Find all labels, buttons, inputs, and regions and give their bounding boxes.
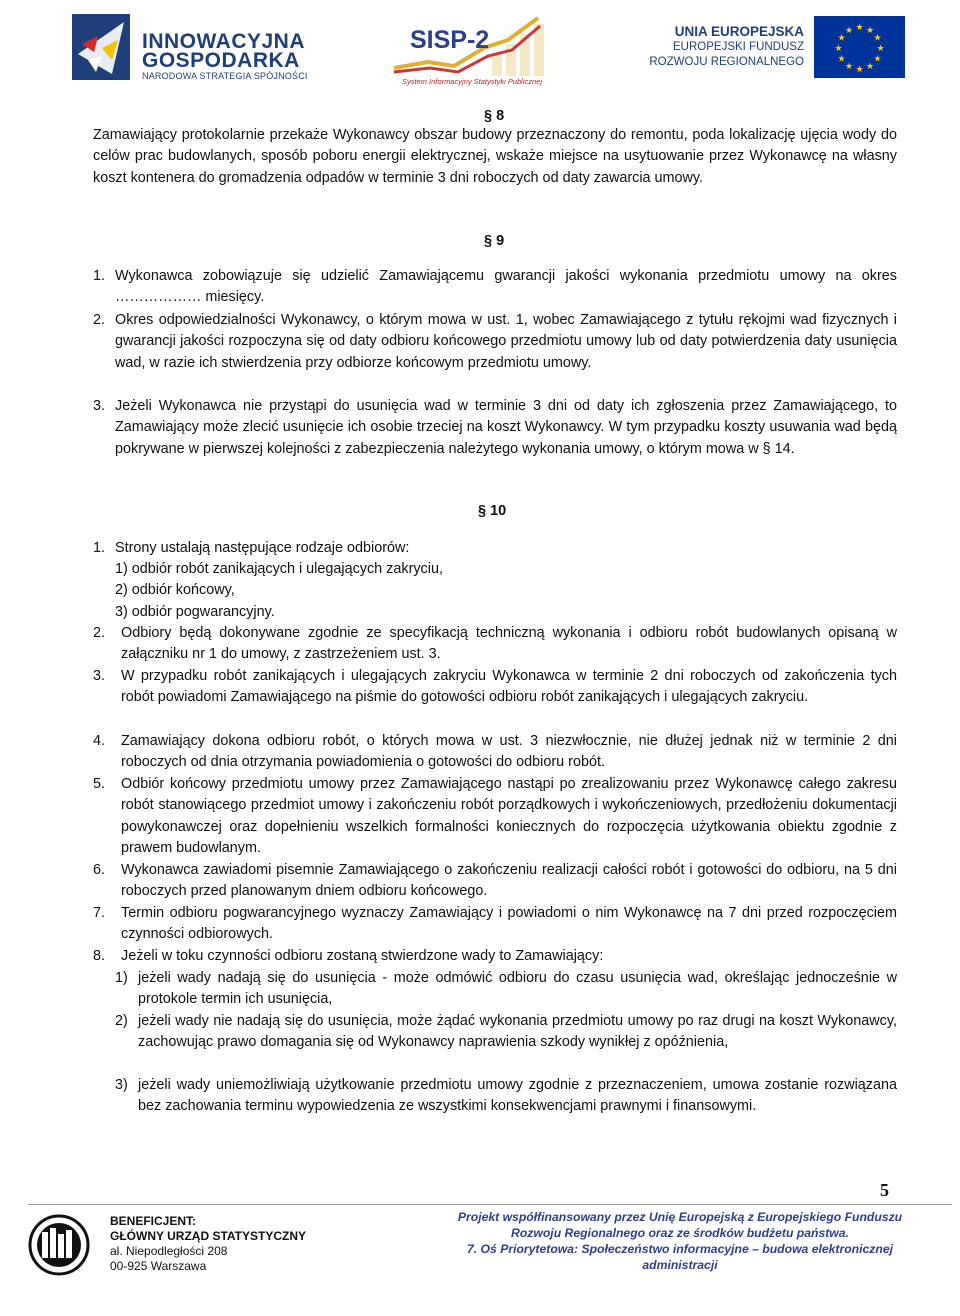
- list-item-number: 2.: [93, 312, 106, 328]
- svg-text:★: ★: [855, 65, 864, 75]
- list-item: [93, 666, 897, 709]
- list-item: [93, 538, 897, 559]
- footer-divider: [28, 1204, 952, 1205]
- list-item: [93, 903, 897, 946]
- eu-logo-line3: ROZWOJU REGIONALNEGO: [649, 56, 804, 68]
- list-item-text: Termin odbioru pogwarancyjnego wyznaczy Zamawiający i powiadomi o nim Wykonawcę na 7 dni przed rozpoczęciem czynności odbiorowych.: [121, 905, 897, 943]
- svg-text:★: ★: [844, 26, 854, 36]
- sub-list-item-number: 1): [115, 970, 128, 986]
- section-10-heading: § 10: [478, 503, 507, 519]
- svg-text:★: ★: [834, 44, 843, 54]
- list-item: [93, 396, 897, 460]
- list-item-number: 3.: [93, 398, 106, 414]
- list-item-text: Jeżeli Wykonawca nie przystąpi do usunięcia wad w terminie 3 dni od daty ich zgłoszenia przez Zamawiającego, to Zamawiający może zlecić usunięcie ich osobie trzeciej na koszt Wykonawcy. W tym przypadku koszty usuwania wad będą pokrywane w pierwszej kolejności z zabezpieczenia należytego wykonania umowy, o którym mowa w § 14.: [115, 398, 897, 457]
- svg-text:★: ★: [865, 26, 875, 36]
- list-item: [93, 310, 897, 374]
- list-item-number: 5.: [93, 776, 106, 792]
- list-item-text: Odbiór końcowy przedmiotu umowy przez Zamawiającego nastąpi po zrealizowaniu przez Wykonawcę całego zakresu robót stanowiącego przedmiot umowy i zakończeniu robót porządkowych i wykończeniowych, przedłożeniu dokumentacji powykonawczej oraz dopełnieniu wszelkich formalności koniecznych do rozpoczęcia użytkowania obiektu zgodnie z prawem budowlanym.: [121, 776, 897, 856]
- list-item: [93, 774, 897, 859]
- list-item-text: Wykonawca zawiadomi pisemnie Zamawiającego o zakończeniu realizacji całości robót i gotowości do odbioru, na 5 dni roboczych przed planowanym dniem odbioru końcowego.: [121, 862, 897, 900]
- sub-list-item-number: 2): [115, 1013, 128, 1029]
- eu-flag-icon: [814, 16, 905, 78]
- list-item-number: 1.: [93, 268, 106, 284]
- svg-text:★: ★: [873, 33, 882, 44]
- ig-logo-line3: NARODOWA STRATEGIA SPÓJNOŚCI: [142, 71, 308, 81]
- project-info-line2: Rozwoju Regionalnego oraz ze środków budżetu państwa.: [511, 1226, 849, 1240]
- list-item-text: Okres odpowiedzialności Wykonawcy, o którym mowa w ust. 1, wobec Zamawiającego z tytułu rękojmi wad fizycznych i gwarancji jakości rozpoczyna się od daty odbioru końcowego przedmiotu umowy lub od daty potwierdzenia daty usunięcia wad, w razie ich stwierdzenia przy odbiorze końcowym przedmiotu umowy.: [115, 312, 897, 371]
- project-info-line4: administracji: [642, 1258, 718, 1272]
- sisp-logo-subtitle: System Informacyjny Statystyki Publicznej: [401, 77, 543, 86]
- ig-logo-line1: INNOWACYJNA: [142, 30, 306, 53]
- list-item-number: 6.: [93, 862, 106, 878]
- svg-text:★: ★: [837, 33, 846, 44]
- svg-text:★: ★: [873, 54, 882, 65]
- eu-logo-line2: EUROPEJSKI FUNDUSZ: [673, 41, 804, 53]
- list-item-number: 1.: [93, 540, 106, 556]
- list-item: [93, 731, 897, 774]
- sub-list-item-text: jeżeli wady nadają się do usunięcia - może odmówić odbioru do czasu usunięcia wad, określając jednocześnie w protokole termin ich usunięcia,: [138, 970, 897, 1008]
- sub-list: [115, 559, 443, 623]
- beneficiary-label: BENEFICJENT:: [110, 1214, 197, 1228]
- list-item-number: 7.: [93, 905, 106, 921]
- innowacyjna-gospodarka-logo-mark: [72, 14, 130, 80]
- svg-text:★: ★: [876, 44, 885, 54]
- beneficiary-name: GŁÓWNY URZĄD STATYSTYCZNY: [110, 1229, 306, 1243]
- list-item-text: Strony ustalają następujące rodzaje odbiorów:: [115, 540, 410, 556]
- section-9-heading: § 9: [484, 233, 505, 249]
- svg-text:★: ★: [865, 62, 875, 72]
- gus-logo: [28, 1214, 90, 1276]
- project-info-line1: Projekt współfinansowany przez Unię Europejską z Europejskiego Funduszu: [457, 1210, 903, 1224]
- beneficiary-city: 00-925 Warszawa: [110, 1259, 207, 1273]
- ig-logo-line2: GOSPODARKA: [142, 49, 300, 72]
- sub-list-item: [115, 1075, 897, 1118]
- list-item-text: Jeżeli w toku czynności odbioru zostaną stwierdzone wady to Zamawiający:: [121, 948, 604, 964]
- project-info-line3: 7. Oś Priorytetowa: Społeczeństwo informacyjne – budowa elektronicznej: [467, 1242, 893, 1256]
- sub-list-item: [115, 968, 897, 1011]
- list-item-number: 3.: [93, 668, 106, 684]
- list-item-number: 4.: [93, 733, 106, 749]
- page-number: 5: [880, 1180, 889, 1200]
- list-item-text: Odbiory będą dokonywane zgodnie ze specyfikacją techniczną wykonania i odbioru robót budowlanych opisaną w załączniku nr 1 do umowy, z zastrzeżeniem ust. 3.: [121, 625, 897, 663]
- eu-logo-line1: UNIA EUROPEJSKA: [674, 24, 804, 39]
- sisp-logo-title: SISP-2: [410, 26, 490, 54]
- list-item-text: W przypadku robót zanikających i ulegających zakryciu Wykonawca w terminie 2 dni roboczych od zakończenia tych robót powiadomi Zamawiającego na piśmie do gotowości odbioru robót zanikających i ulegających zakryciu.: [121, 668, 897, 706]
- list-item-text: Zamawiający dokona odbioru robót, o których mowa w ust. 3 niezwłocznie, nie dłużej jednak niż w terminie 2 dni roboczych od dnia otrzymania powiadomienia o gotowości do odbioru robót.: [121, 733, 897, 771]
- svg-text:★: ★: [844, 62, 854, 72]
- list-item: [93, 860, 897, 903]
- sub-list-item: 1) odbiór robót zanikających i ulegających zakryciu,: [115, 561, 443, 577]
- section-8-text: Zamawiający protokolarnie przekaże Wykonawcy obszar budowy przeznaczony do remontu, poda lokalizację ujęcia wody do celów prac budowlanych, sposób poboru energii elektrycznej, wskaże miejsce na usytuowanie przez Wykonawcę na własny koszt kontenera do gromadzenia odpadów w terminie 3 dni roboczych od daty zawarcia umowy.: [93, 127, 897, 186]
- list-item: [93, 946, 897, 967]
- svg-text:★: ★: [855, 23, 864, 33]
- beneficiary-street: al. Niepodległości 208: [110, 1244, 228, 1258]
- svg-text:★: ★: [837, 54, 846, 65]
- sub-list-item-number: 3): [115, 1077, 128, 1093]
- sub-list-item: 2) odbiór końcowy,: [115, 582, 235, 599]
- sub-list-item-text: jeżeli wady nie nadają się do usunięcia, może żądać wykonania przedmiotu umowy po raz drugi na koszt Wykonawcy, zachowując prawo domagania się od Wykonawcy naprawienia szkody wynikłej z opóźnienia,: [138, 1013, 897, 1051]
- list-item-text: Wykonawca zobowiązuje się udzielić Zamawiającemu gwarancji jakości wykonania przedmiotu umowy na okres ……………… miesięcy.: [115, 268, 897, 306]
- list-item: [93, 623, 897, 666]
- sub-list-item-text: jeżeli wady uniemożliwiają użytkowanie przedmiotu umowy zgodnie z przeznaczeniem, umowa zostanie rozwiązana bez zachowania terminu wypowiedzenia ze wszystkimi konsekwencjami prawnymi i finansowymi.: [138, 1077, 897, 1115]
- section-8-heading: § 8: [484, 108, 505, 124]
- list-item-number: 8.: [93, 948, 106, 964]
- list-item-number: 2.: [93, 625, 106, 641]
- list-item: [93, 266, 897, 309]
- sub-list-item: [115, 1011, 897, 1054]
- sub-list-item: 3) odbiór pogwarancyjny.: [115, 603, 275, 620]
